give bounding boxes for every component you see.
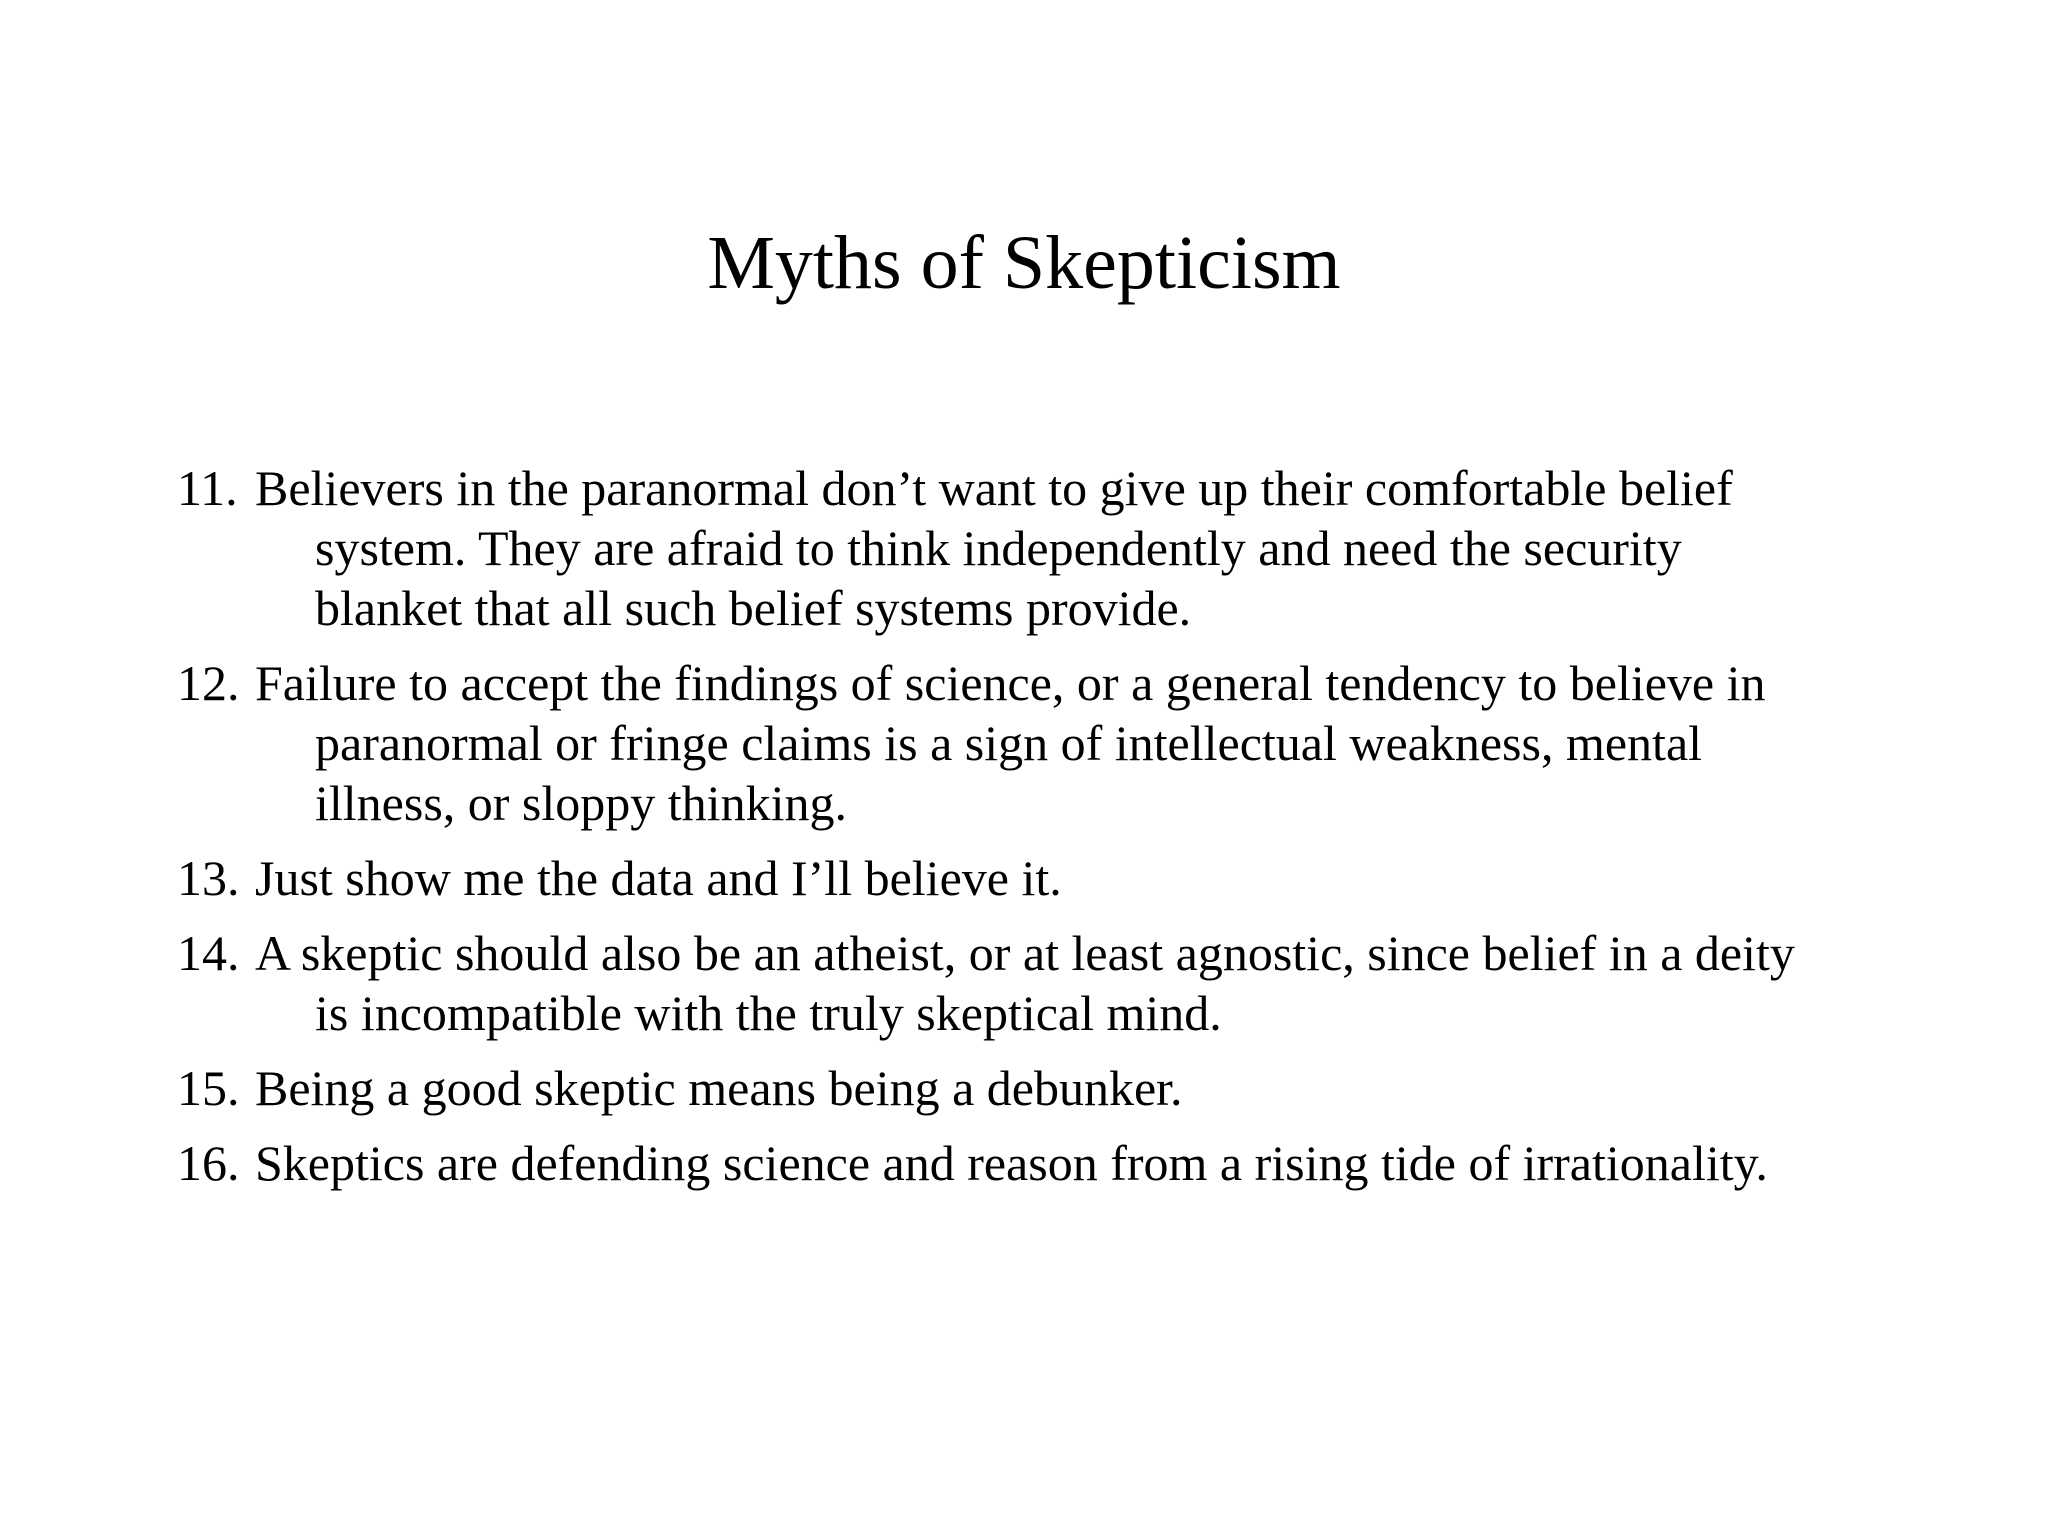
list-item xyxy=(177,848,1877,908)
item-text xyxy=(255,1133,1877,1193)
item-text xyxy=(255,1058,1877,1118)
item-text xyxy=(255,923,1877,1043)
list-item xyxy=(177,1058,1877,1118)
list-item xyxy=(177,1133,1877,1193)
item-number: 13. xyxy=(177,850,240,906)
item-text-line: illness, or sloppy thinking. xyxy=(315,775,847,831)
list-item xyxy=(177,653,1877,833)
item-text xyxy=(255,653,1877,833)
item-number: 16. xyxy=(177,1135,240,1191)
item-text-line: Being a good skeptic means being a debunker. xyxy=(255,1060,1183,1116)
item-text-line: paranormal or fringe claims is a sign of intellectual weakness, mental xyxy=(315,715,1703,771)
item-text-line: Skeptics are defending science and reason from a rising tide of irrationality. xyxy=(255,1135,1768,1191)
list-item xyxy=(177,923,1877,1043)
slide-title: Myths of Skepticism xyxy=(707,221,1341,305)
item-number: 15. xyxy=(177,1060,240,1116)
item-number: 14. xyxy=(177,925,240,981)
item-text-line: system. They are afraid to think independently and need the security xyxy=(315,520,1682,576)
item-text-line: is incompatible with the truly skeptical mind. xyxy=(315,985,1222,1041)
item-text-line: Believers in the paranormal don’t want to give up their comfortable belief xyxy=(255,460,1733,516)
item-text-line: Just show me the data and I’ll believe it. xyxy=(255,850,1062,906)
item-text xyxy=(255,848,1877,908)
myth-list xyxy=(177,458,1877,1208)
item-number: 11. xyxy=(177,460,238,516)
list-item xyxy=(177,458,1877,638)
item-number: 12. xyxy=(177,655,240,711)
item-text xyxy=(255,458,1877,638)
item-text-line: blanket that all such belief systems provide. xyxy=(315,580,1192,636)
item-text-line: A skeptic should also be an atheist, or at least agnostic, since belief in a deity xyxy=(255,925,1795,981)
item-text-line: Failure to accept the findings of science, or a general tendency to believe in xyxy=(255,655,1766,711)
